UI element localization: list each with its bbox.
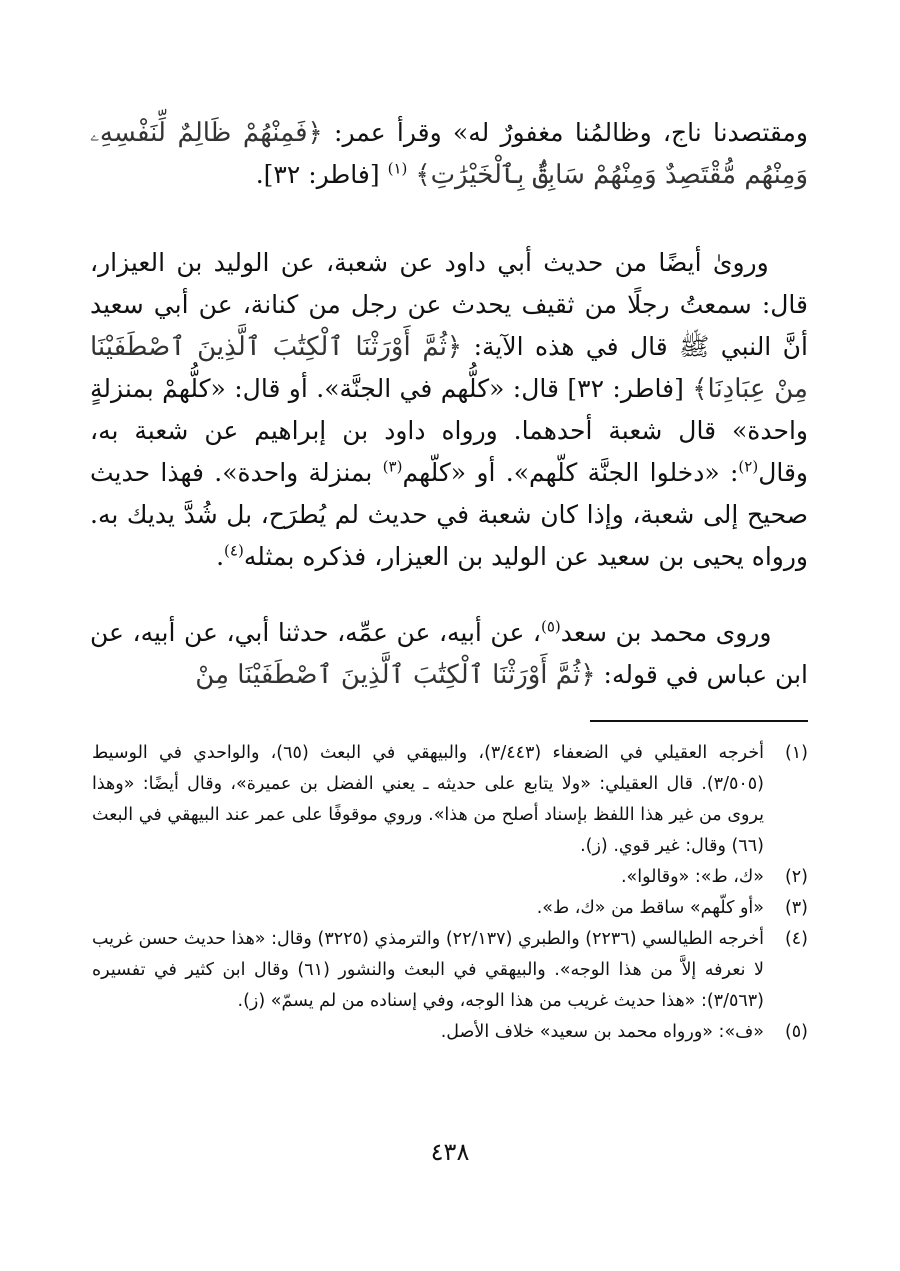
quran-verse: ﴿فَمِنْهُمْ ظَالِمٌ لِّنَفْسِهِۦ وَمِنْهُم مُّقْتَصِدٌ وَمِنْهُمْ سَابِقٌۢ بِٱلْخَيْرَٰتِ﴾ (90, 118, 808, 190)
paragraph-2-text-b: [فاطر: ٣٢] قال: «كلُّهم في الجنَّة». أو قال: «كلُّهمْ بمنزلةٍ واحدة» قال شعبة أحدهما. ورواه داود بن إبراهيم عن شعبة به، وقال (90, 374, 809, 487)
footnote-4 (92, 924, 808, 1017)
footnote-divider (590, 720, 808, 722)
footnote-ref-4[interactable]: (٤) (224, 541, 244, 560)
footnote-ref-2[interactable]: (٢) (738, 457, 759, 476)
paragraph-2 (90, 242, 808, 578)
paragraph-2-text-d: بمنزلة واحدة». فهذا حديث صحيح إلى شعبة، وإذا كان شعبة في حديث لم يُطرَح، بل شُدَّ يديك به. ورواه يحيى بن سعيد عن الوليد بن العيزار، فذكره بمثله (90, 458, 808, 571)
paragraph-1 (90, 112, 808, 196)
footnote-text: أخرجه الطيالسي (٢٢٣٦) والطبري (٢٢/١٣٧) والترمذي (٣٢٢٥) وقال: «هذا حديث حسن غريب لا نعرفه إلاَّ من هذا الوجه». والبيهقي في البعث والنشور (٦١) وقال ابن كثير في تفسيره (٣/٥٦٣): «هذا حديث غريب من هذا الوجه، وفي إسناده من لم يسمّ» (ز). (92, 929, 765, 1011)
footnote-2 (92, 862, 808, 893)
footnote-text: أخرجه العقيلي في الضعفاء (٣/٤٤٣)، والبيهقي في البعث (٦٥)، والواحدي في الوسيط (٣/٥٠٥). قال العقيلي: «ولا يتابع على حديثه ـ يعني الفضل بن عميرة»، وقال أيضًا: «وهذا يروى من غير هذا اللفظ بإسناد أصلح من هذا». وروي موقوفًا على عمر عند البيهقي في البعث (٦٦) وقال: غير قوي. (ز). (92, 743, 764, 856)
footnote-ref-1[interactable]: (١) (387, 159, 408, 178)
quran-verse: ﴿ثُمَّ أَوْرَثْنَا ٱلْكِتَٰبَ ٱلَّذِينَ ٱصْطَفَيْنَا مِنْ (195, 660, 596, 690)
footnote-text: «أو كلّهم» ساقط من «ك، ط». (536, 898, 764, 918)
footnote-5 (92, 1017, 808, 1048)
footnote-number: (٣) (784, 898, 808, 918)
footnote-number: (١) (784, 743, 808, 763)
footnote-ref-3[interactable]: (٣) (382, 457, 403, 476)
page-number: ٤٣٨ (430, 1138, 470, 1166)
paragraph-3 (90, 612, 808, 696)
paragraph-2-text-a: وروىٰ أيضًا من حديث أبي داود عن شعبة، عن الوليد بن العيزار، قال: سمعتُ رجلًا من ثقيف يحدث عن رجل من كنانة، عن أبي سعيد أنَّ النبي ﷺ قال في هذه الآية: (90, 248, 808, 361)
footnote-1 (92, 738, 808, 862)
paragraph-3-text-b: ، عن أبيه، عن عمِّه، حدثنا أبي، عن أبيه، عن ابن عباس في قوله: (90, 618, 808, 689)
footnote-ref-5[interactable]: (٥) (541, 617, 561, 636)
paragraph-2-text-c: : «دخلوا الجنَّة كلّهم». أو «كلّهم (402, 458, 739, 487)
paragraph-2-text-e: . (216, 542, 225, 571)
paragraph-1-text: ومقتصدنا ناج، وظالمُنا مغفورٌ له» وقرأ عمر: (322, 118, 808, 147)
footnote-number: (٥) (784, 1022, 808, 1042)
footnote-number: (٢) (784, 867, 808, 887)
footnote-number: (٤) (784, 929, 808, 949)
quran-verse: ﴿ثُمَّ أَوْرَثْنَا ٱلْكِتَٰبَ ٱلَّذِينَ ٱصْطَفَيْنَا مِنْ عِبَادِنَا﴾ (90, 332, 808, 404)
footnote-text: «ف»: «ورواه محمد بن سعيد» خلاف الأصل. (440, 1022, 764, 1042)
footnote-3 (92, 893, 808, 924)
footnote-text: «ك، ط»: «وقالوا». (620, 867, 764, 887)
footnotes (92, 738, 808, 1048)
paragraph-3-text-a: وروى محمد بن سعد (560, 618, 772, 647)
verse-reference: [فاطر: ٣٢]. (255, 160, 380, 189)
